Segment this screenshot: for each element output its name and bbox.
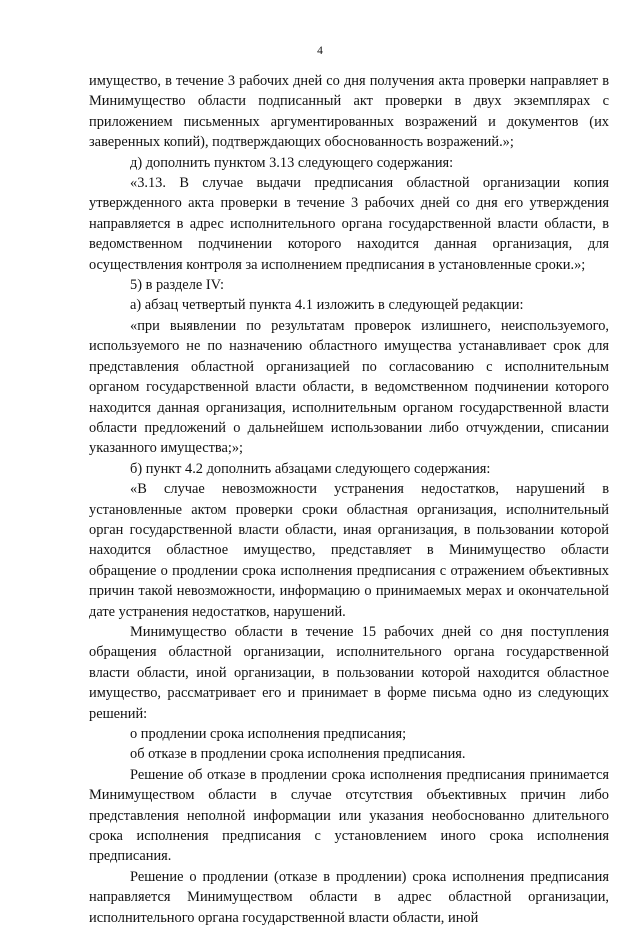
paragraph-review-term: Минимущество области в течение 15 рабочих дней со дня поступления обращения областной организации, исполнительного органа государственной власти области, иной организации, в пользовании которой находится областное имущество, рассматривает его и принимает в форме письма одно из следующих решений:: [89, 623, 609, 722]
paragraph-option-refuse: об отказе в продлении срока исполнения предписания.: [130, 746, 466, 763]
paragraph-continuation: имущество, в течение 3 рабочих дней со дня получения акта проверки направляет в Минимущество области подписанный акт проверки в двух экземплярах с приложением письменных аргументированных возражений и документов (их заверенных копий), подтверждающих обоснованность возражений.»;: [89, 73, 609, 151]
page-number: 4: [317, 45, 323, 57]
paragraph-quote-4-2: «В случае невозможности устранения недостатков, нарушений в установленные актом проверки сроки областная организация, исполнительный орган государственной власти области, иная организация, в пользовании которой находится областное имущество, представляет в Минимущество области обращение о продлении срока исполнения предписания с отражением объективных причин такой невозможности, информацию о принимаемых мерах и окончательной дате устранения недостатков, нарушений.: [89, 481, 609, 620]
paragraph-item-d: д) дополнить пунктом 3.13 следующего содержания:: [130, 154, 454, 171]
paragraph-item-a: а) абзац четвертый пункта 4.1 изложить в следующей редакции:: [130, 297, 524, 314]
paragraph-quote-4-1: «при выявлении по результатам проверок излишнего, неиспользуемого, используемого не по назначению областного имущества устанавливает срок для представления областной организацией по согласованию с исполнительным органом государственной власти области, в ведомственном подчинении которого находится данная организация, исполнительным органом государственной власти области предложений о дальнейшем использовании либо отчуждении, списании указанного имущества;»;: [89, 317, 609, 457]
paragraph-option-extend: о продлении срока исполнения предписания;: [130, 726, 407, 742]
paragraph-clause-3-13: «3.13. В случае выдачи предписания областной организации копия утвержденного акта проверки в течение 3 рабочих дней со дня его утверждения направляется в адрес исполнительного органа государственной власти области, в ведомственном подчинении которого находится данная организация, для осуществления контроля за исполнением предписания в установленные сроки.»;: [89, 175, 609, 273]
document-body: [89, 71, 609, 928]
paragraph-decision-sending: Решение о продлении (отказе в продлении) срока исполнения предписания направляется Минимуществом области в адрес областной организации, исполнительного органа государственной власти области, иной: [89, 868, 609, 926]
paragraph-item-b: б) пункт 4.2 дополнить абзацами следующего содержания:: [130, 460, 491, 477]
paragraph-item-5: 5) в разделе IV:: [130, 277, 224, 294]
paragraph-refusal-grounds: Решение об отказе в продлении срока исполнения предписания принимается Минимуществом области в случае отсутствия объективных причин либо представления неполной информации или указания необоснованно длительного срока исполнения предписания с установлением иного срока исполнения предписания.: [89, 766, 609, 865]
